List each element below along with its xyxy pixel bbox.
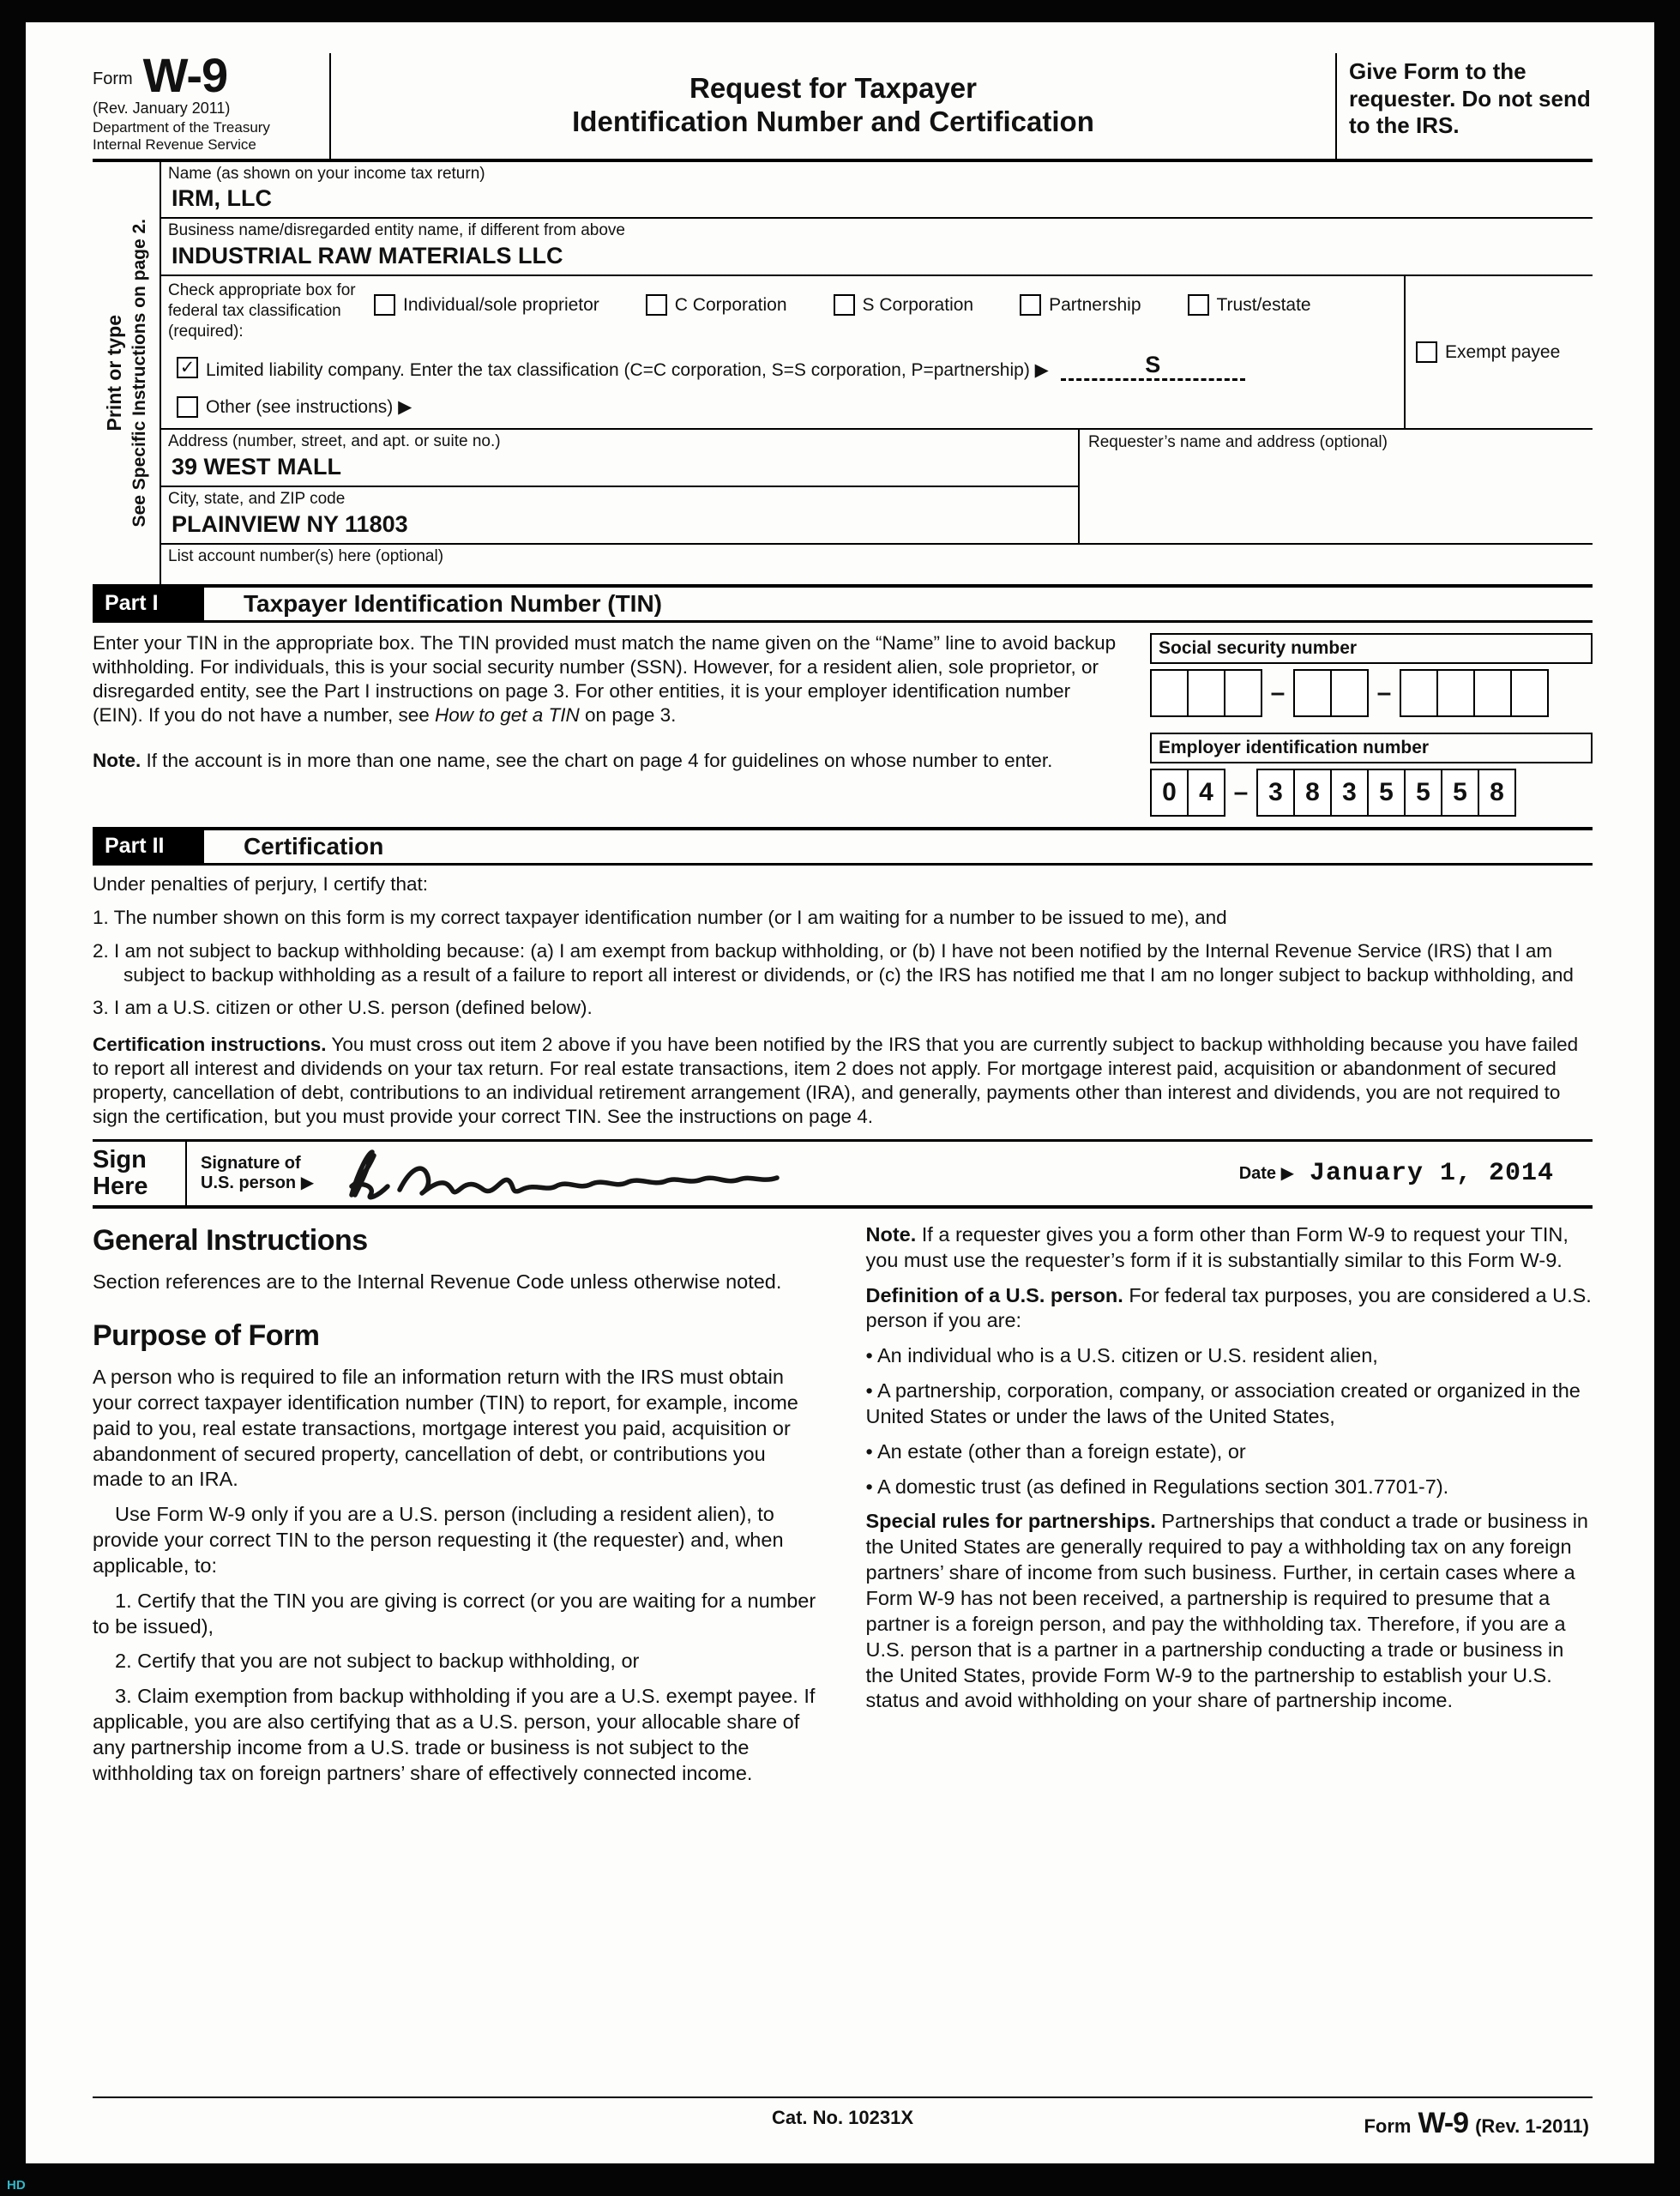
footer-form-word: Form — [1364, 2115, 1412, 2137]
part1-title: Taxpayer Identification Number (TIN) — [244, 589, 662, 617]
other-checkbox[interactable] — [177, 396, 198, 418]
tin-note — [93, 749, 1124, 773]
form-id-block — [93, 48, 331, 159]
requester-label: Requester’s name and address (optional) — [1088, 433, 1388, 452]
part2-label: Part II — [93, 830, 204, 863]
special-rules-lead: Special rules for partnerships. — [865, 1510, 1156, 1533]
form-number: W-9 — [142, 48, 228, 102]
instructions-left-column — [93, 1222, 820, 2096]
city-input[interactable]: PLAINVIEW NY 11803 — [172, 511, 408, 538]
instructions-right-column — [866, 1222, 1593, 2096]
ein-digit-box[interactable]: 3 — [1256, 769, 1295, 817]
ein-digit-box[interactable]: 5 — [1367, 769, 1406, 817]
ssn-dash: – — [1376, 678, 1392, 707]
name-row — [161, 162, 1593, 220]
llc-label: Limited liability company. Enter the tax classification (C=C corporation, S=S corporation, P=partnership) ▶ — [206, 360, 1049, 381]
tin-paragraph — [93, 631, 1124, 727]
certification-item-3: 3. I am a U.S. citizen or other U.S. person (defined below). — [93, 997, 593, 1019]
department-line: Department of the Treasury — [93, 118, 270, 136]
tin-note-lead: Note. — [93, 750, 142, 772]
ssn-digit-row — [1150, 669, 1593, 717]
city-row — [161, 487, 1078, 543]
purpose-item-3: 3. Claim exemption from backup withholding if you are a U.S. exempt payee. If applicable, you are also certifying that as a U.S. person, your allocable share of any partnership income from a U.S. trade or business is not subject to the withholding tax on foreign partners’ share of effectively connected income. — [93, 1685, 816, 1784]
ssn-digit-box[interactable] — [1150, 669, 1189, 717]
ssn-digit-box[interactable] — [1400, 669, 1438, 717]
ein-digit-box[interactable]: 8 — [1293, 769, 1332, 817]
address-row — [161, 430, 1078, 487]
ssn-dash: – — [1270, 678, 1286, 707]
c-corporation-label: C Corporation — [674, 294, 787, 315]
ein-digit-box[interactable]: 3 — [1330, 769, 1369, 817]
definition-paragraph — [866, 1283, 1593, 1335]
definition-text: For federal tax purposes, you are considered a U.S. person if you are: — [865, 1283, 1592, 1332]
form-fields-region — [93, 162, 1593, 584]
fields-table — [160, 162, 1593, 584]
classification-area — [161, 276, 1404, 428]
w9-form-page — [26, 22, 1654, 2163]
certification-instructions — [93, 1033, 1593, 1129]
certification-section — [93, 866, 1593, 1137]
s-corporation-label: S Corporation — [862, 294, 974, 315]
section-references-paragraph: Section references are to the Internal Revenue Code unless otherwise noted. — [93, 1270, 782, 1294]
print-or-type-strip — [93, 162, 160, 584]
certification-instructions-lead: Certification instructions. — [93, 1034, 327, 1056]
trust-estate-checkbox[interactable] — [1188, 294, 1209, 316]
part2-bar — [93, 827, 1593, 866]
signature-row — [93, 1139, 1593, 1209]
form-word: Form — [93, 69, 133, 88]
classification-checkbox-row — [374, 281, 1397, 316]
signature-script — [334, 1147, 798, 1202]
address-input[interactable]: 39 WEST MALL — [172, 454, 342, 480]
part2-title: Certification — [244, 832, 384, 860]
ssn-digit-box[interactable] — [1473, 669, 1512, 717]
special-rules-text: Partnerships that conduct a trade or business in the United States are generally required to pay a withholding tax on any foreign partners’ share of income from such business. Further, in certain cases where a Form W-9 has not been received, a partnership is required to presume that a partner is a foreign person, and pay the withholding tax. Therefore, if you are a U.S. person that is a partner in a partnership conducting a trade or business in the United States, provide Form W-9 to the partnership to establish your U.S. status and avoid withholding on your share of partnership income. — [865, 1510, 1588, 1712]
other-option — [168, 396, 1397, 418]
ein-digit-box[interactable]: 0 — [1150, 769, 1189, 817]
purpose-item-1: 1. Certify that the TIN you are giving is correct (or you are waiting for a number to be issued), — [93, 1589, 816, 1638]
name-label: Name (as shown on your income tax return) — [168, 164, 485, 183]
individual-option — [374, 294, 599, 316]
form-title-line1: Request for Taxpayer — [689, 72, 977, 105]
tin-paragraph-end: on page 3. — [579, 703, 677, 726]
certification-intro: Under penalties of perjury, I certify that: — [93, 872, 429, 895]
business-name-input[interactable]: INDUSTRIAL RAW MATERIALS LLC — [172, 243, 563, 269]
individual-label: Individual/sole proprietor — [403, 294, 599, 315]
see-instructions-label: See Specific Instructions on page 2. — [129, 218, 149, 528]
trust-estate-option — [1188, 294, 1311, 316]
partnership-checkbox[interactable] — [1020, 294, 1041, 316]
form-title — [331, 53, 1335, 159]
requester-box[interactable] — [1080, 430, 1593, 543]
purpose-paragraph-2: Use Form W-9 only if you are a U.S. person (including a resident alien), to provide your correct TIN to the person requesting it (the requester) and, when applicable, to: — [93, 1503, 784, 1577]
ssn-digit-box[interactable] — [1510, 669, 1549, 717]
special-rules-paragraph — [866, 1509, 1593, 1714]
address-column — [161, 430, 1080, 543]
requester-note-text: If a requester gives you a form other than Form W-9 to request your TIN, you must use the requester’s form if it is substantially similar to this Form W-9. — [865, 1222, 1569, 1271]
address-region — [161, 430, 1593, 545]
general-instructions-section — [93, 1209, 1593, 2096]
sign-divider — [185, 1142, 187, 1205]
other-label: Other (see instructions) ▶ — [206, 397, 412, 418]
tin-note-text: If the account is in more than one name, see the chart on page 4 for guidelines on whose number to enter. — [141, 750, 1053, 772]
ein-digit-box[interactable]: 4 — [1187, 769, 1225, 817]
page-footer — [93, 2096, 1593, 2150]
c-corporation-option — [646, 294, 787, 316]
footer-form-id — [1364, 2107, 1589, 2140]
address-label: Address (number, street, and apt. or suite no.) — [168, 432, 501, 451]
ein-digit-box[interactable]: 5 — [1441, 769, 1479, 817]
tin-number-boxes — [1150, 631, 1593, 817]
llc-classification-input[interactable]: S — [1061, 353, 1245, 381]
ein-label-box: Employer identification number — [1150, 733, 1593, 763]
llc-checkbox[interactable]: ✓ — [177, 357, 198, 378]
partnership-option — [1020, 294, 1141, 316]
city-label: City, state, and ZIP code — [168, 490, 346, 509]
general-instructions-heading: General Instructions — [93, 1223, 368, 1257]
certification-item-2: 2. I am not subject to backup withholding because: (a) I am exempt from backup withholding, or (b) I have not been notified by the Internal Revenue Service (IRS) that I am subject to backup withholding as a result of a failure to report all interest or dividends, or (c) the IRS has notified me that I am no longer subject to backup withholding, and — [93, 939, 1574, 986]
individual-checkbox[interactable] — [374, 294, 395, 316]
part1-bar — [93, 584, 1593, 623]
form-header — [93, 48, 1593, 162]
exempt-payee-checkbox[interactable] — [1416, 341, 1437, 363]
business-name-label: Business name/disregarded entity name, if different from above — [168, 221, 625, 240]
definition-lead: Definition of a U.S. person. — [865, 1283, 1123, 1306]
ein-digit-box[interactable]: 5 — [1404, 769, 1442, 817]
service-line: Internal Revenue Service — [93, 136, 256, 153]
llc-option — [168, 353, 1397, 381]
purpose-of-form-heading: Purpose of Form — [93, 1318, 320, 1352]
print-or-type-label: Print or type — [102, 314, 125, 431]
sign-here-label: Sign Here — [93, 1146, 148, 1200]
catalog-number: Cat. No. 10231X — [771, 2107, 914, 2128]
tin-paragraph-italic: How to get a TIN — [434, 703, 580, 726]
exempt-payee-label: Exempt payee — [1445, 341, 1561, 362]
definition-bullet-4: • A domestic trust (as defined in Regulations section 301.7701-7). — [865, 1475, 1449, 1498]
definition-bullet-1: • An individual who is a U.S. citizen or U.S. resident alien, — [865, 1344, 1378, 1367]
tin-paragraph-text: Enter your TIN in the appropriate box. The TIN provided must match the name given on the “Name” line to avoid backup withholding. For individuals, this is your social security number (SSN). However, for a resident alien, sole proprietor, or disregarded entity, see the Part I instructions on page 3. For other entities, it is your employer identification number (EIN). If you do not have a number, see — [93, 631, 1117, 726]
classification-row — [161, 276, 1593, 430]
tin-instructions — [93, 631, 1150, 817]
date-label: Date ▶ — [1238, 1164, 1294, 1184]
ein-digit-box[interactable]: 8 — [1478, 769, 1516, 817]
signature-of-label: Signature of U.S. person ▶ — [201, 1153, 315, 1192]
definition-bullet-2: • A partnership, corporation, company, or association created or organized in the United States or under the laws of the United States, — [865, 1379, 1581, 1427]
definition-bullet-3: • An estate (other than a foreign estate), or — [865, 1439, 1246, 1463]
signature-input[interactable] — [334, 1145, 1232, 1202]
part1-label: Part I — [93, 588, 204, 620]
exempt-payee-option — [1404, 276, 1593, 428]
trust-estate-label: Trust/estate — [1216, 294, 1311, 315]
ssn-digit-box[interactable] — [1293, 669, 1332, 717]
ssn-label-box: Social security number — [1150, 633, 1593, 664]
account-number-label: List account number(s) here (optional) — [168, 547, 444, 566]
s-corporation-option — [834, 294, 974, 316]
partnership-label: Partnership — [1049, 294, 1141, 315]
footer-revision: (Rev. 1-2011) — [1475, 2115, 1589, 2137]
date-input[interactable]: January 1, 2014 — [1310, 1158, 1555, 1188]
requester-note-paragraph — [866, 1222, 1593, 1274]
requester-note-lead: Note. — [865, 1222, 917, 1246]
classification-label: Check appropriate box for federal tax classification (required): — [168, 281, 356, 341]
footer-form-number: W-9 — [1418, 2107, 1469, 2139]
ssn-digit-box[interactable] — [1436, 669, 1475, 717]
certification-item-1: 1. The number shown on this form is my correct taxpayer identification number (or I am waiting for a number to be issued to me), and — [93, 906, 1227, 928]
form-title-line2: Identification Number and Certification — [572, 106, 1094, 138]
ein-digit-row — [1150, 769, 1593, 817]
ssn-digit-box[interactable] — [1187, 669, 1225, 717]
tin-section — [93, 623, 1593, 827]
give-form-notice: Give Form to the requester. Do not send to the IRS. — [1335, 53, 1593, 159]
name-input[interactable]: IRM, LLC — [172, 185, 272, 212]
purpose-item-2: 2. Certify that you are not subject to backup withholding, or — [115, 1650, 640, 1673]
c-corporation-checkbox[interactable] — [646, 294, 667, 316]
form-revision: (Rev. January 2011) — [93, 99, 231, 117]
certification-instructions-text: You must cross out item 2 above if you have been notified by the IRS that you are currently subject to backup withholding because you have failed to report all interest and dividends on your tax return. For real estate transactions, item 2 does not apply. For mortgage interest paid, acquisition or abandonment of secured property, cancellation of debt, contributions to an individual retirement arrangement (IRA), and generally, payments other than interest and dividends, you are not required to sign the certification, but you must provide your correct TIN. See the instructions on page 4. — [93, 1034, 1579, 1127]
s-corporation-checkbox[interactable] — [834, 294, 855, 316]
ssn-digit-box[interactable] — [1330, 669, 1369, 717]
purpose-paragraph-1: A person who is required to file an information return with the IRS must obtain your correct taxpayer identification number (TIN) to report, for example, income paid to you, real estate transactions, mortgage interest you paid, acquisition or abandonment of secured property, cancellation of debt, or contributions you made to an IRA. — [93, 1366, 798, 1491]
hd-watermark: HD — [7, 2178, 26, 2193]
ein-dash: – — [1233, 777, 1249, 806]
account-number-row[interactable] — [161, 545, 1593, 584]
ssn-digit-box[interactable] — [1224, 669, 1262, 717]
business-name-row — [161, 219, 1593, 276]
